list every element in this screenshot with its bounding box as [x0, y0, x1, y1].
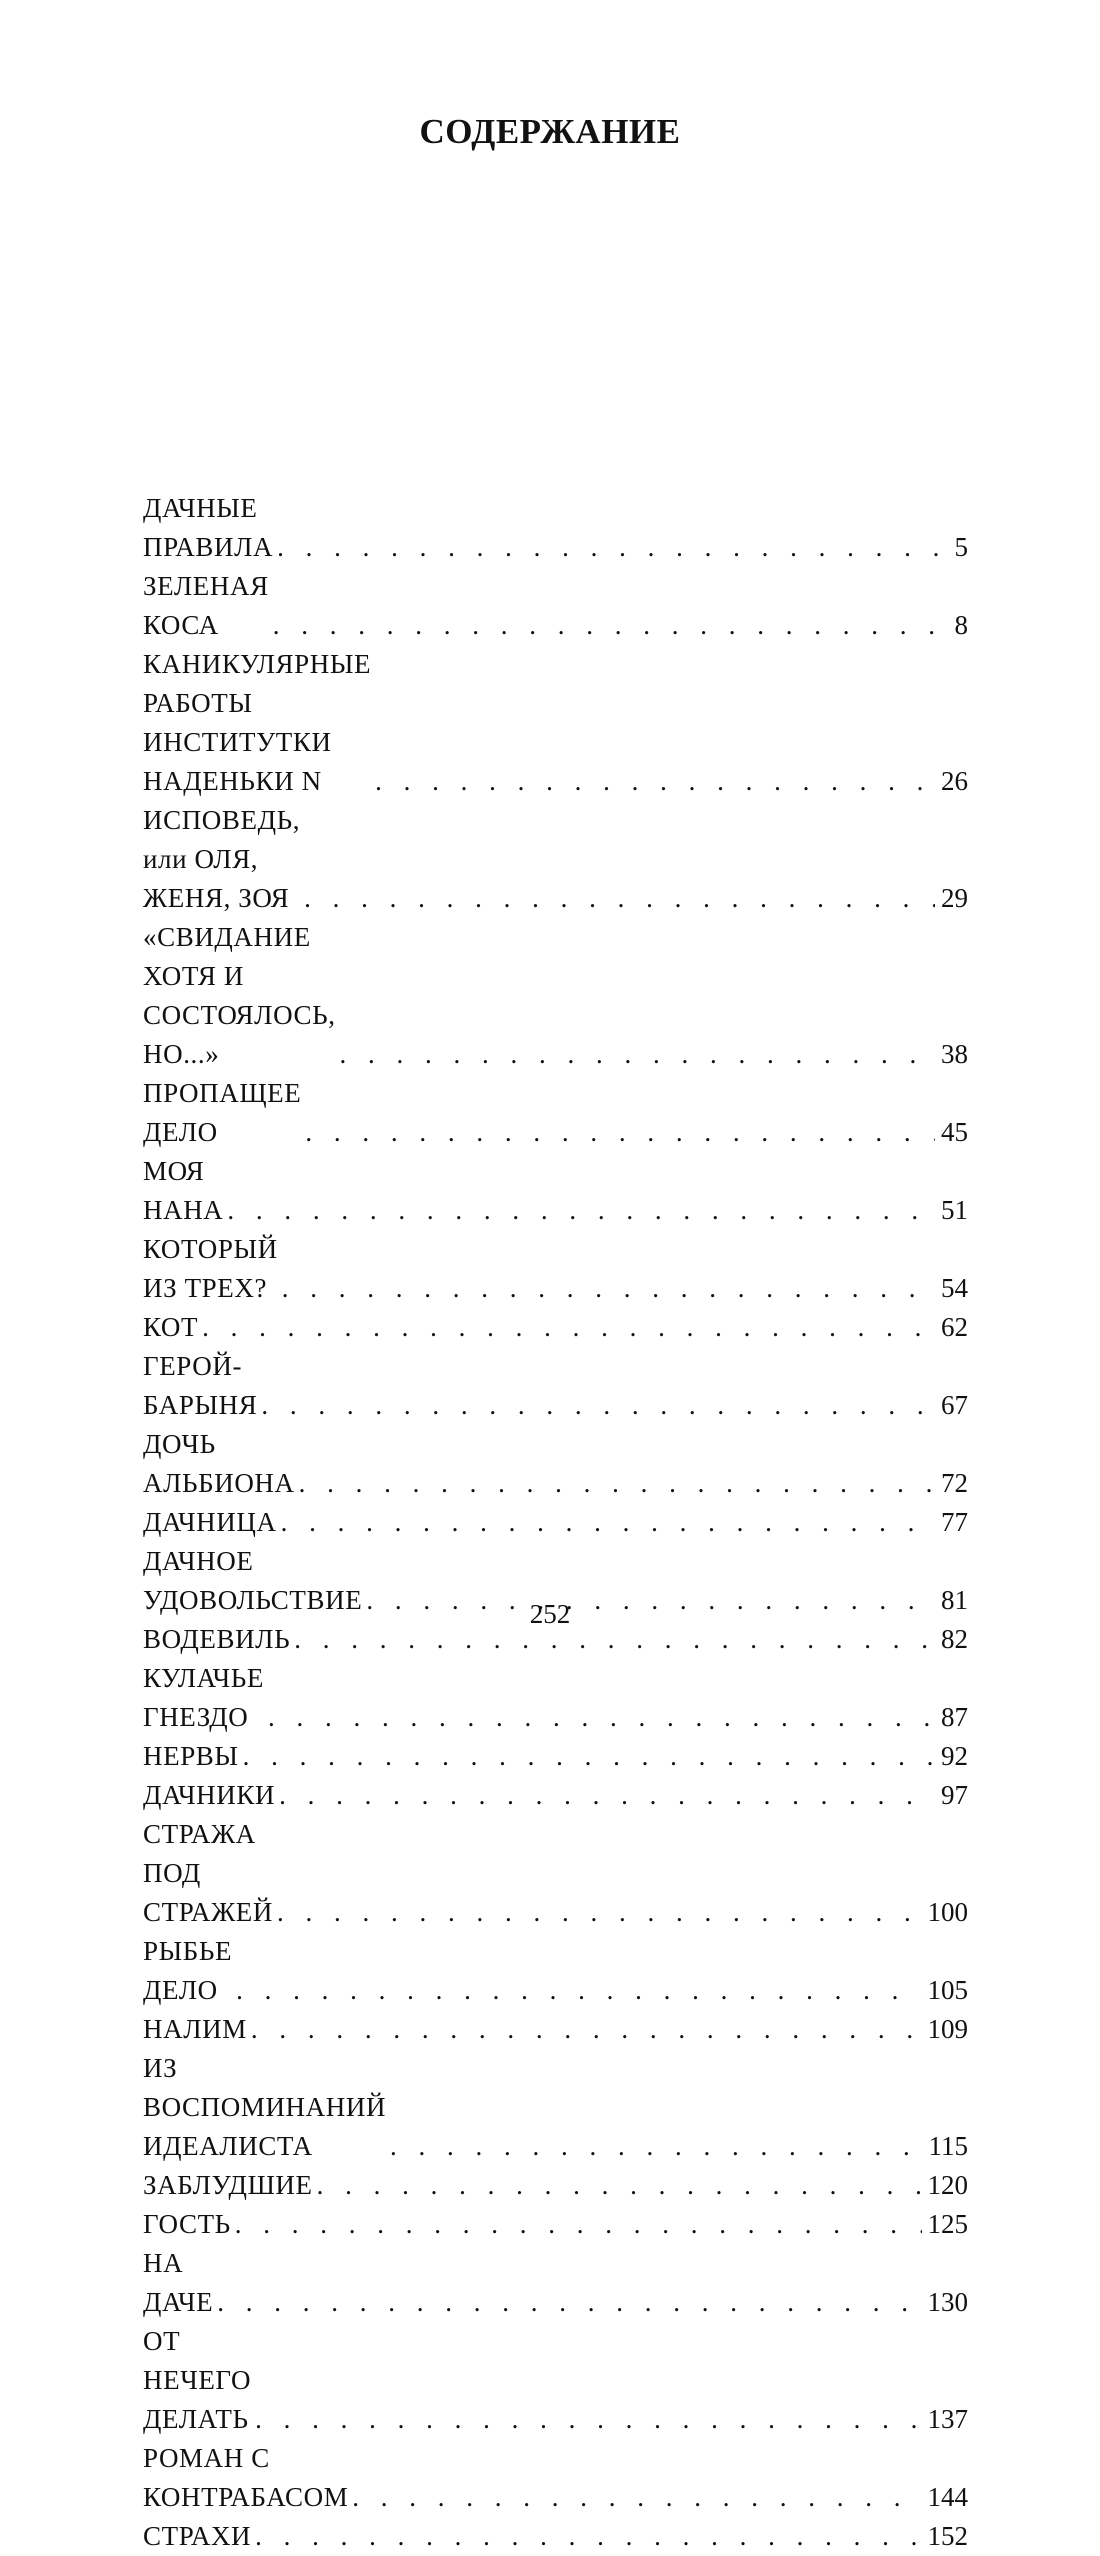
dot-leader — [348, 2478, 921, 2517]
dot-leader — [273, 528, 948, 567]
toc-entry[interactable] — [143, 1932, 968, 2010]
toc-entry-page: 125 — [927, 2209, 968, 2239]
toc-entry-title: ДАЧНОЕ УДОВОЛЬСТВИЕ — [143, 1546, 363, 1615]
toc-entry[interactable] — [143, 1737, 968, 1776]
toc-entry[interactable] — [143, 1659, 968, 1737]
toc-entry[interactable] — [143, 2322, 968, 2439]
toc-entry[interactable] — [143, 1308, 968, 1347]
toc-entry-title: ДАЧНИКИ — [143, 1780, 276, 1810]
toc-entry[interactable] — [143, 1503, 968, 1542]
toc-entry-title: ГОСТЬ — [143, 2209, 231, 2239]
dot-leader — [231, 2205, 922, 2244]
toc-entry[interactable] — [143, 567, 968, 645]
toc-entry[interactable] — [143, 2049, 968, 2166]
dot-leader — [247, 2010, 922, 2049]
toc-entry-title: ГЕРОЙ-БАРЫНЯ — [143, 1351, 258, 1420]
toc-entry-page: 87 — [941, 1702, 968, 1732]
toc-entry-page: 5 — [954, 532, 968, 562]
dot-leader — [239, 1737, 935, 1776]
toc-entry-page: 77 — [941, 1507, 968, 1537]
toc-entry[interactable] — [143, 1230, 968, 1308]
toc-entry[interactable] — [143, 1425, 968, 1503]
toc-entry-page: 67 — [941, 1390, 968, 1420]
toc-entry[interactable] — [143, 1776, 968, 1815]
page-number: 252 — [529, 1599, 571, 1629]
dot-leader — [277, 1503, 935, 1542]
toc-entry-page: 130 — [927, 2287, 968, 2317]
dot-leader — [257, 1386, 935, 1425]
dot-leader — [264, 1698, 935, 1737]
toc-entry[interactable] — [143, 2244, 968, 2322]
dot-leader — [313, 2166, 922, 2205]
dot-leader — [278, 1269, 935, 1308]
toc-entry-page: 38 — [941, 1039, 968, 1069]
dot-leader — [198, 1308, 935, 1347]
toc-entry[interactable] — [143, 1347, 968, 1425]
toc-entry[interactable] — [143, 918, 968, 1074]
toc-entry-title: РЫБЬЕ ДЕЛО — [143, 1936, 240, 2005]
toc-entry[interactable] — [143, 1152, 968, 1230]
toc-entry-page: 8 — [954, 610, 968, 640]
table-of-contents — [143, 489, 968, 2556]
toc-entry-page: 82 — [941, 1624, 968, 1654]
toc-entry-title: СТРАЖА ПОД СТРАЖЕЙ — [143, 1819, 273, 1927]
toc-entry-page: 115 — [928, 2131, 968, 2161]
toc-entry[interactable] — [143, 801, 968, 918]
toc-entry-page: 45 — [941, 1117, 968, 1147]
toc-entry-title: КУЛАЧЬЕ ГНЕЗДО — [143, 1663, 272, 1732]
toc-entry-title: ДАЧНЫЕ ПРАВИЛА — [143, 493, 274, 562]
toc-entry-title: РОМАН С КОНТРАБАСОМ — [143, 2443, 349, 2512]
toc-entry-page: 144 — [927, 2482, 968, 2512]
toc-entry[interactable] — [143, 2010, 968, 2049]
toc-entry-title-line: КАНИКУЛЯРНЫЕ РАБОТЫ ИНСТИТУТКИ — [143, 649, 379, 757]
toc-entry[interactable] — [143, 2205, 968, 2244]
toc-entry[interactable] — [143, 1815, 968, 1932]
toc-entry-title: НАДЕНЬКИ N — [143, 766, 322, 796]
toc-entry-page: 51 — [941, 1195, 968, 1225]
toc-entry-title: КОТ — [143, 1312, 199, 1342]
toc-entry-page: 152 — [927, 2521, 968, 2551]
toc-entry[interactable] — [143, 1074, 968, 1152]
toc-entry-title: ИСПОВЕДЬ, или ОЛЯ, ЖЕНЯ, ЗОЯ — [143, 805, 308, 913]
dot-leader — [269, 606, 949, 645]
dot-leader — [223, 1191, 935, 1230]
toc-entry-page: 26 — [941, 766, 968, 796]
toc-entry-title: ПРОПАЩЕЕ ДЕЛО — [143, 1078, 309, 1147]
toc-entry-title: ОТ НЕЧЕГО ДЕЛАТЬ — [143, 2326, 259, 2434]
dot-leader — [251, 2400, 921, 2439]
dot-leader — [273, 1893, 922, 1932]
dot-leader — [371, 762, 935, 801]
dot-leader — [232, 1971, 921, 2010]
page-title: СОДЕРЖАНИЕ — [419, 112, 681, 151]
dot-leader — [300, 879, 935, 918]
toc-entry-title: НЕРВЫ — [143, 1741, 239, 1771]
toc-entry[interactable] — [143, 2517, 968, 2556]
toc-entry-title-wrap — [143, 645, 379, 801]
toc-entry-title: ВОДЕВИЛЬ — [143, 1624, 291, 1654]
dot-leader — [275, 1776, 935, 1815]
toc-entry-page: 54 — [941, 1273, 968, 1303]
toc-entry-title: «СВИДАНИЕ ХОТЯ И СОСТОЯЛОСЬ, НО...» — [143, 922, 343, 1069]
toc-entry-page: 62 — [941, 1312, 968, 1342]
toc-entry-page: 100 — [927, 1897, 968, 1927]
toc-entry-title: МОЯ НАНА — [143, 1156, 224, 1225]
dot-leader — [251, 2517, 921, 2556]
toc-entry-title: ДАЧНИЦА — [143, 1507, 277, 1537]
toc-entry-title: НАЛИМ — [143, 2014, 247, 2044]
toc-entry-page: 92 — [941, 1741, 968, 1771]
toc-entry-title-last-line — [143, 762, 371, 801]
toc-entry-title: КОТОРЫЙ ИЗ ТРЕХ? — [143, 1234, 286, 1303]
toc-entry-page: 105 — [927, 1975, 968, 2005]
toc-entry-page: 72 — [941, 1468, 968, 1498]
toc-entry-page: 137 — [927, 2404, 968, 2434]
dot-leader — [213, 2283, 921, 2322]
dot-leader — [301, 1113, 935, 1152]
toc-entry-title: НА ДАЧЕ — [143, 2248, 214, 2317]
toc-entry-title: СТРАХИ — [143, 2521, 252, 2551]
toc-entry[interactable] — [143, 2439, 968, 2517]
toc-entry-page: 120 — [927, 2170, 968, 2200]
toc-entry[interactable] — [143, 2166, 968, 2205]
toc-entry-page: 29 — [941, 883, 968, 913]
toc-entry-page: 97 — [941, 1780, 968, 1810]
toc-entry[interactable] — [143, 489, 968, 567]
toc-entry-page: 81 — [941, 1585, 968, 1615]
toc-entry-title: ЗЕЛЕНАЯ КОСА — [143, 571, 277, 640]
toc-entry-page: 109 — [927, 2014, 968, 2044]
toc-entry-title: ДОЧЬ АЛЬБИОНА — [143, 1429, 295, 1498]
toc-entry-title: ИЗ ВОСПОМИНАНИЙ ИДЕАЛИСТА — [143, 2053, 394, 2161]
dot-leader — [386, 2127, 922, 2166]
dot-leader — [336, 1035, 935, 1074]
dot-leader — [295, 1464, 935, 1503]
toc-entry[interactable] — [143, 645, 968, 801]
toc-entry-title: ЗАБЛУДШИЕ — [143, 2170, 313, 2200]
